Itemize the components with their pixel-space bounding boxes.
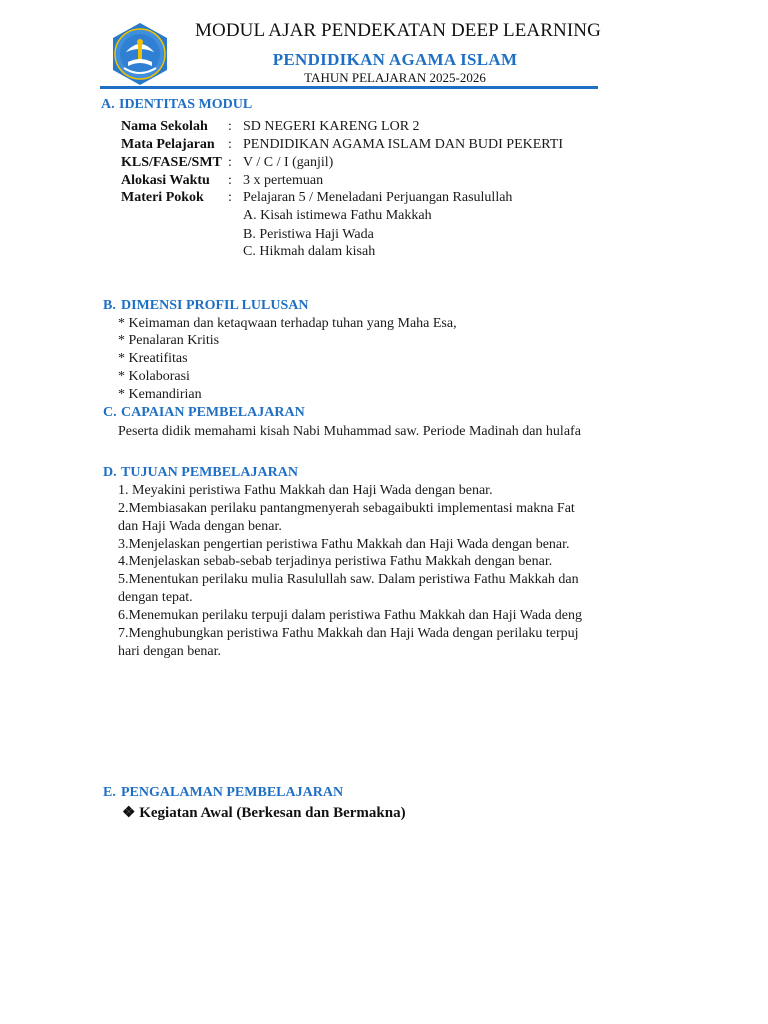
- academic-year: TAHUN PELAJARAN 2025-2026: [304, 70, 486, 85]
- list-item: 6.Menemukan perilaku terpuji dalam peristiwa Fathu Makkah dan Haji Wada deng: [118, 608, 582, 623]
- list-item: dan Haji Wada dengan benar.: [118, 519, 282, 534]
- pengalaman-item-label: Kegiatan Awal (Berkesan dan Bermakna): [139, 805, 406, 821]
- list-item: * Kolaborasi: [118, 369, 190, 384]
- list-item: * Kreatifitas: [118, 351, 188, 366]
- document-title: MODUL AJAR PENDEKATAN DEEP LEARNING: [195, 20, 601, 41]
- list-item: hari dengan benar.: [118, 644, 222, 659]
- identity-colon: :: [228, 155, 232, 170]
- pengalaman-item: [122, 803, 406, 822]
- capaian-text: Peserta didik memahami kisah Nabi Muhammad saw. Periode Madinah dan hulafa: [118, 424, 581, 439]
- identity-colon: :: [228, 119, 232, 134]
- identity-label: Nama Sekolah: [121, 119, 208, 134]
- list-item: 4.Menjelaskan sebab-sebab terjadinya peristiwa Fathu Makkah dengan benar.: [118, 554, 553, 569]
- list-item: 1. Meyakini peristiwa Fathu Makkah dan Haji Wada dengan benar.: [118, 483, 493, 498]
- list-item: 2.Membiasakan perilaku pantangmenyerah sebagaibukti implementasi makna Fat: [118, 501, 575, 516]
- identity-value: 3 x pertemuan: [243, 173, 324, 188]
- list-item: * Keimaman dan ketaqwaan terhadap tuhan yang Maha Esa,: [118, 316, 457, 331]
- materi-subitem: C. Hikmah dalam kisah: [243, 244, 376, 259]
- materi-subitem: B. Peristiwa Haji Wada: [243, 227, 374, 242]
- identity-colon: :: [228, 173, 232, 188]
- identity-label: Mata Pelajaran: [121, 137, 215, 152]
- section-title: IDENTITAS MODUL: [119, 97, 253, 112]
- section-title: CAPAIAN PEMBELAJARAN: [121, 405, 305, 420]
- materi-subitem: A. Kisah istimewa Fathu Makkah: [243, 208, 432, 223]
- section-title: PENGALAMAN PEMBELAJARAN: [121, 785, 344, 800]
- diamond-bullet-icon: ❖: [122, 805, 136, 821]
- identity-label: Materi Pokok: [121, 190, 204, 205]
- section-letter: E.: [103, 785, 116, 800]
- section-c-heading: [103, 405, 305, 421]
- identity-value: PENDIDIKAN AGAMA ISLAM DAN BUDI PEKERTI: [243, 137, 563, 152]
- section-letter: C.: [103, 405, 117, 420]
- section-letter: A.: [101, 97, 115, 112]
- header-divider: [100, 86, 598, 89]
- section-title: TUJUAN PEMBELAJARAN: [121, 465, 298, 480]
- list-item: dengan tepat.: [118, 590, 193, 605]
- tut-wuri-handayani-logo-icon: [108, 22, 172, 86]
- identity-colon: :: [228, 137, 232, 152]
- list-item: 5.Menentukan perilaku mulia Rasulullah saw. Dalam peristiwa Fathu Makkah dan: [118, 572, 579, 587]
- list-item: 7.Menghubungkan peristiwa Fathu Makkah dan Haji Wada dengan perilaku terpuj: [118, 626, 579, 641]
- identity-value: SD NEGERI KARENG LOR 2: [243, 119, 420, 134]
- section-d-heading: [103, 465, 298, 481]
- list-item: * Penalaran Kritis: [118, 333, 220, 348]
- identity-colon: :: [228, 190, 232, 205]
- section-e-heading: [103, 785, 343, 801]
- section-a-heading: [101, 97, 252, 113]
- section-letter: B.: [103, 298, 116, 313]
- section-b-heading: [103, 298, 308, 314]
- list-item: 3.Menjelaskan pengertian peristiwa Fathu Makkah dan Haji Wada dengan benar.: [118, 537, 570, 552]
- identity-label: KLS/FASE/SMT: [121, 155, 222, 170]
- identity-value: V / C / I (ganjil): [243, 155, 334, 170]
- identity-value: Pelajaran 5 / Meneladani Perjuangan Rasulullah: [243, 190, 513, 205]
- identity-label: Alokasi Waktu: [121, 173, 210, 188]
- section-letter: D.: [103, 465, 117, 480]
- list-item: * Kemandirian: [118, 387, 202, 402]
- section-title: DIMENSI PROFIL LULUSAN: [121, 298, 309, 313]
- document-subject: PENDIDIKAN AGAMA ISLAM: [272, 50, 518, 69]
